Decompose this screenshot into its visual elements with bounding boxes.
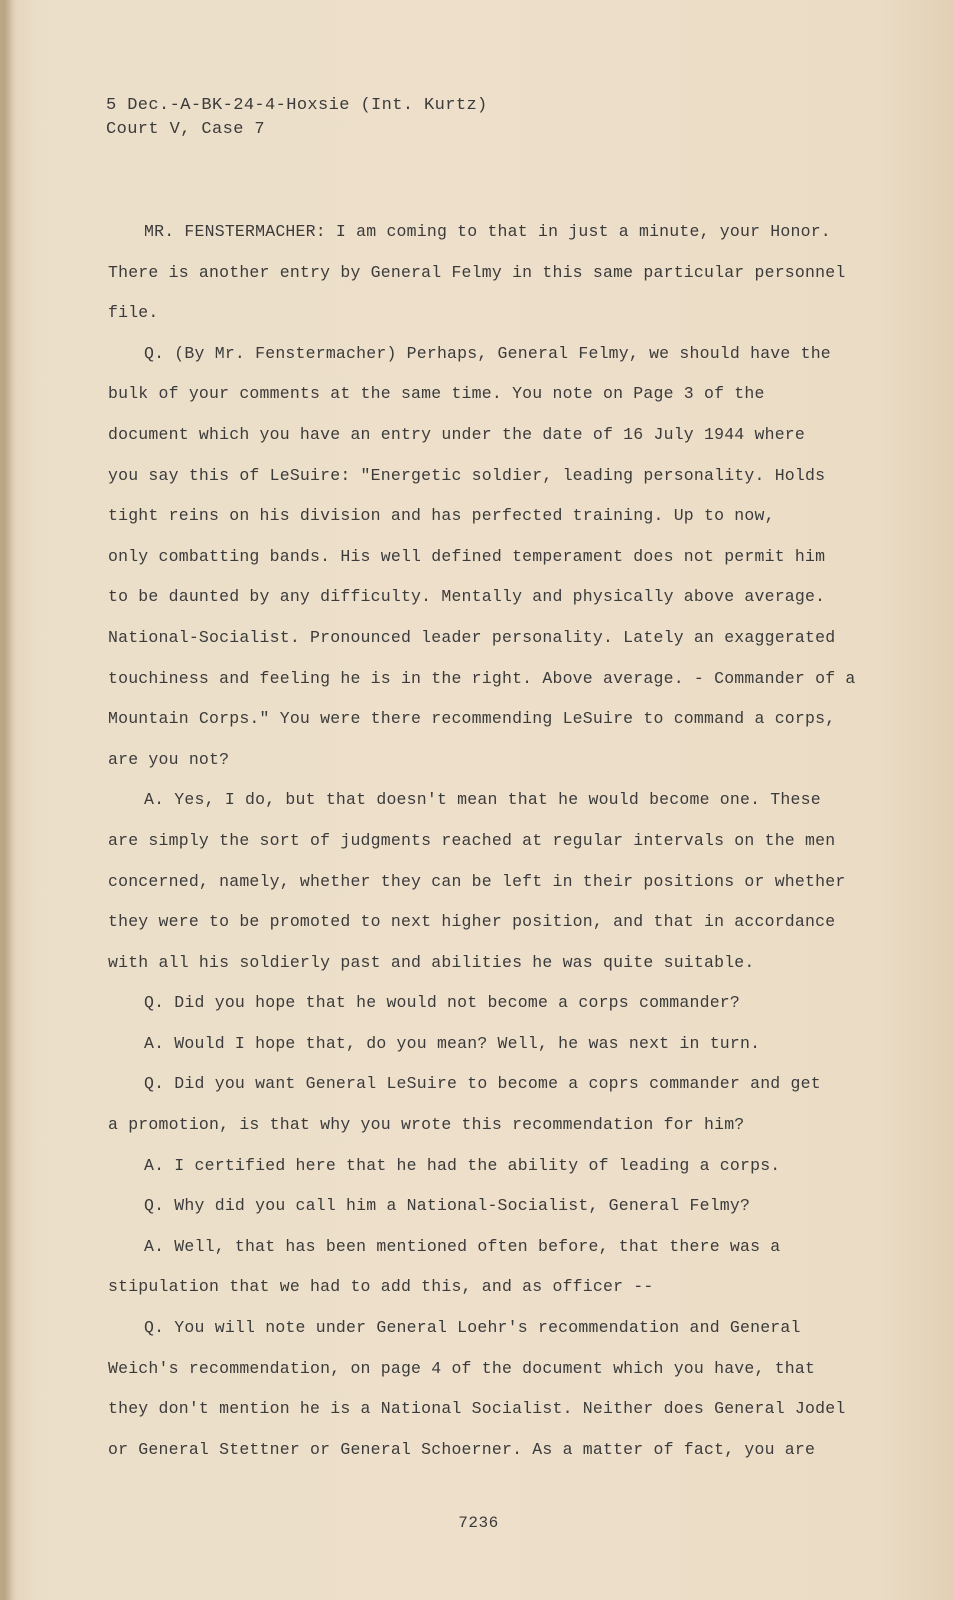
transcript-line: tight reins on his division and has perfected training. Up to now, — [108, 506, 775, 526]
transcript-line: are simply the sort of judgments reached at regular intervals on the men — [108, 830, 836, 850]
transcript-line: A. Yes, I do, but that doesn't mean that he would become one. These — [144, 790, 821, 810]
transcript-line: Q. (By Mr. Fenstermacher) Perhaps, General Felmy, we should have the — [144, 343, 831, 363]
transcript-line: only combatting bands. His well defined temperament does not permit him — [108, 546, 826, 566]
transcript-line: to be daunted by any difficulty. Mentally and physically above average. — [108, 587, 826, 607]
transcript-line: There is another entry by General Felmy in this same particular personnel — [108, 262, 846, 282]
transcript-line: they don't mention he is a National Socialist. Neither does General Jodel — [108, 1399, 846, 1419]
transcript-line: document which you have an entry under the date of 16 July 1944 where — [108, 424, 806, 444]
header-reference-line: 5 Dec.-A-BK-24-4-Hoxsie (Int. Kurtz) — [106, 96, 488, 115]
paper-edge-shadow — [4, 0, 14, 1600]
transcript-line: A. Well, that has been mentioned often before, that there was a — [144, 1236, 781, 1256]
transcript-line: National-Socialist. Pronounced leader personality. Lately an exaggerated — [108, 627, 836, 647]
document-header — [106, 94, 488, 142]
transcript-line: Mountain Corps." You were there recommending LeSuire to command a corps, — [108, 709, 836, 729]
transcript-line: Weich's recommendation, on page 4 of the document which you have, that — [108, 1358, 816, 1378]
transcript-line: Q. Did you hope that he would not become a corps commander? — [144, 993, 740, 1013]
transcript-line: you say this of LeSuire: "Energetic soldier, leading personality. Holds — [108, 465, 826, 485]
transcript-line: A. Would I hope that, do you mean? Well, he was next in turn. — [144, 1033, 761, 1053]
transcript-line: stipulation that we had to add this, and as officer -- — [108, 1277, 654, 1297]
transcript-line: a promotion, is that why you wrote this recommendation for him? — [108, 1115, 745, 1135]
transcript-line: A. I certified here that he had the ability of leading a corps. — [144, 1155, 781, 1175]
transcript-line: are you not? — [108, 749, 230, 769]
page-number: 7236 — [458, 1514, 499, 1532]
transcript-line: bulk of your comments at the same time. You note on Page 3 of the — [108, 384, 765, 404]
transcript-line: Q. You will note under General Loehr's recommendation and General — [144, 1318, 801, 1338]
transcript-line: Q. Did you want General LeSuire to become a coprs commander and get — [144, 1074, 821, 1094]
transcript-line: touchiness and feeling he is in the right. Above average. - Commander of a — [108, 668, 856, 688]
transcript-line: they were to be promoted to next higher position, and that in accordance — [108, 912, 836, 932]
transcript-line: MR. FENSTERMACHER: I am coming to that in just a minute, your Honor. — [144, 222, 831, 241]
transcript-line: or General Stettner or General Schoerner. As a matter of fact, you are — [108, 1439, 816, 1459]
transcript-line: concerned, namely, whether they can be left in their positions or whether — [108, 871, 846, 891]
transcript-body — [108, 212, 878, 1470]
transcript-line: file. — [108, 303, 159, 323]
transcript-line: Q. Why did you call him a National-Socialist, General Felmy? — [144, 1196, 751, 1216]
header-court-line: Court V, Case 7 — [106, 120, 266, 139]
transcript-line: with all his soldierly past and abilities he was quite suitable. — [108, 952, 755, 972]
